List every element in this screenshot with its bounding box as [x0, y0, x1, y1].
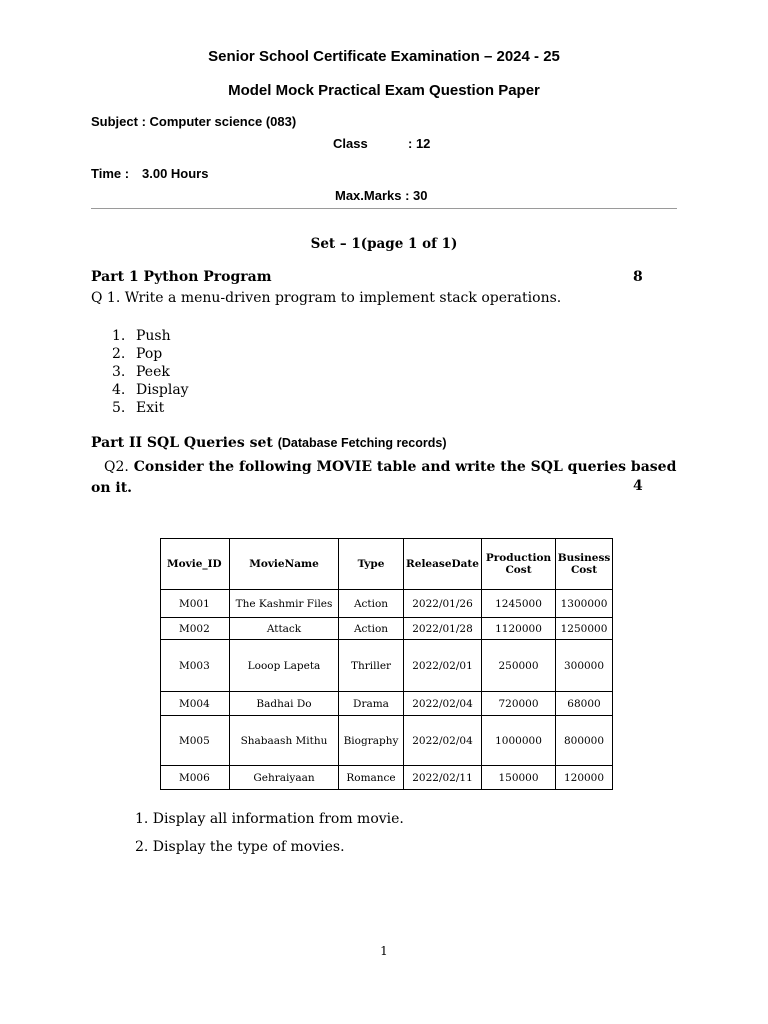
part1-marks: 8 — [633, 269, 643, 285]
table-cell: 1300000 — [556, 590, 613, 618]
table-cell: Romance — [339, 766, 404, 790]
table-cell: 2022/02/04 — [404, 716, 482, 766]
part2-heading — [91, 435, 447, 451]
part1-heading: Part 1 Python Program — [91, 269, 272, 285]
question-2 — [91, 457, 681, 499]
table-cell: 2022/02/01 — [404, 640, 482, 692]
header-divider — [91, 208, 677, 209]
table-cell: 1245000 — [482, 590, 556, 618]
list-item: 2. Display the type of movies. — [135, 839, 345, 855]
table-cell: Gehraiyaan — [230, 766, 339, 790]
list-item — [112, 363, 189, 381]
list-item-label: Exit — [136, 400, 165, 416]
table-cell: 120000 — [556, 766, 613, 790]
table-cell: 2022/02/11 — [404, 766, 482, 790]
table-cell: 2022/01/26 — [404, 590, 482, 618]
table-cell: Biography — [339, 716, 404, 766]
list-item: 1. Display all information from movie. — [135, 811, 404, 827]
table-cell: M002 — [161, 618, 230, 640]
table-cell: 150000 — [482, 766, 556, 790]
list-item-number: 5. — [112, 400, 126, 416]
stack-operations-list — [112, 327, 189, 417]
table-cell: 1120000 — [482, 618, 556, 640]
table-cell: M003 — [161, 640, 230, 692]
table-cell: 2022/02/04 — [404, 692, 482, 716]
list-item-label: Display — [136, 382, 189, 398]
table-row — [161, 766, 613, 790]
table-cell: Action — [339, 590, 404, 618]
max-marks: Max.Marks : 30 — [335, 188, 428, 203]
class-label: Class — [333, 136, 368, 151]
time-value: 3.00 Hours — [142, 166, 209, 181]
table-cell: 2022/01/28 — [404, 618, 482, 640]
list-item-label: Pop — [136, 346, 163, 362]
list-item-number: 1. — [112, 328, 126, 344]
column-header-business-cost: Business Cost — [556, 539, 613, 590]
table-row — [161, 716, 613, 766]
table-row — [161, 618, 613, 640]
table-cell: 1250000 — [556, 618, 613, 640]
list-item — [112, 399, 189, 417]
table-cell: M006 — [161, 766, 230, 790]
table-cell: 250000 — [482, 640, 556, 692]
column-header-release-date: ReleaseDate — [404, 539, 482, 590]
table-row — [161, 590, 613, 618]
movie-table — [160, 538, 613, 790]
page-number: 1 — [380, 944, 388, 958]
table-cell: M001 — [161, 590, 230, 618]
table-cell: Looop Lapeta — [230, 640, 339, 692]
subject-line: Subject : Computer science (083) — [91, 114, 297, 129]
column-header-movie-id: Movie_ID — [161, 539, 230, 590]
table-cell: M004 — [161, 692, 230, 716]
table-cell: 1000000 — [482, 716, 556, 766]
table-cell: Attack — [230, 618, 339, 640]
table-cell: 300000 — [556, 640, 613, 692]
list-item-number: 3. — [112, 364, 126, 380]
list-item — [112, 345, 189, 363]
exam-title: Senior School Certificate Examination – 2024 - 25 — [208, 48, 560, 65]
question-2-text: Consider the following MOVIE table and write the SQL queries based on it. — [91, 459, 677, 496]
list-item — [112, 381, 189, 399]
list-item — [112, 327, 189, 345]
table-cell: M005 — [161, 716, 230, 766]
question-2-number: Q2. — [104, 459, 129, 475]
set-title: Set – 1(page 1 of 1) — [310, 236, 458, 252]
table-header-row — [161, 539, 613, 590]
table-row — [161, 692, 613, 716]
table-cell: Action — [339, 618, 404, 640]
list-item-number: 2. — [112, 346, 126, 362]
list-item-label: Peek — [136, 364, 170, 380]
table-row — [161, 640, 613, 692]
table-cell: Thriller — [339, 640, 404, 692]
paper-title: Model Mock Practical Exam Question Paper — [228, 82, 540, 99]
time-label: Time : — [91, 166, 130, 181]
class-value: : 12 — [408, 136, 431, 151]
column-header-movie-name: MovieName — [230, 539, 339, 590]
column-header-production-cost: Production Cost — [482, 539, 556, 590]
table-cell: Badhai Do — [230, 692, 339, 716]
table-cell: Drama — [339, 692, 404, 716]
list-item-number: 4. — [112, 382, 126, 398]
table-cell: 800000 — [556, 716, 613, 766]
table-cell: 720000 — [482, 692, 556, 716]
part2-note: (Database Fetching records) — [277, 436, 447, 450]
part2-heading-text: Part II SQL Queries set — [91, 435, 273, 451]
table-cell: Shabaash Mithu — [230, 716, 339, 766]
list-item-label: Push — [136, 328, 171, 344]
question-1: Q 1. Write a menu-driven program to implement stack operations. — [91, 290, 562, 306]
column-header-type: Type — [339, 539, 404, 590]
part2-marks: 4 — [633, 478, 643, 494]
table-cell: The Kashmir Files — [230, 590, 339, 618]
table-cell: 68000 — [556, 692, 613, 716]
sql-task-list — [135, 811, 404, 867]
